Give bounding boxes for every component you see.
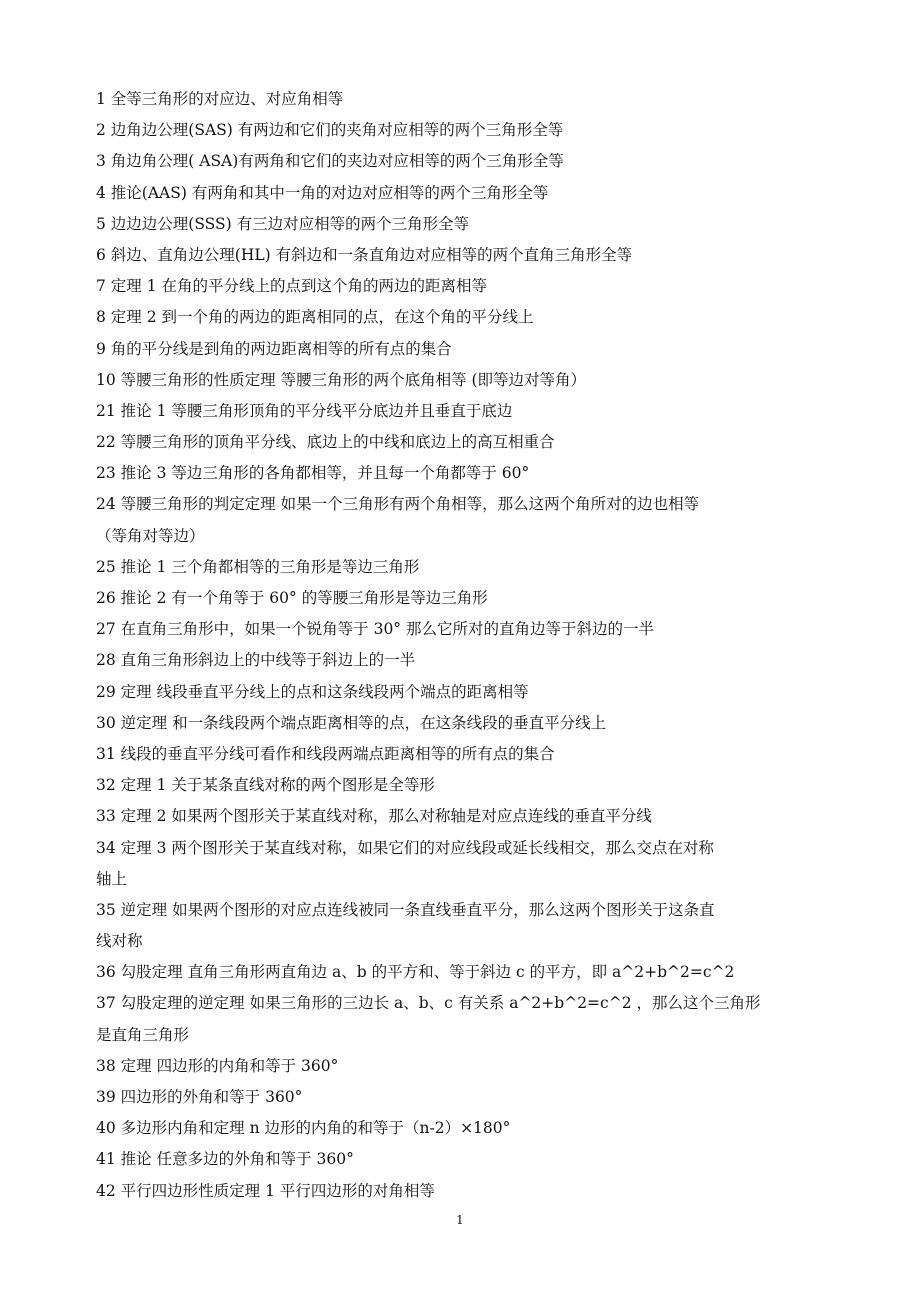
text-line: 42 平行四边形性质定理 1 平行四边形的对角相等 [96,1181,435,1200]
text-line: 38 定理 四边形的内角和等于 360° [96,1056,339,1075]
text-line: 40 多边形内角和定理 n 边形的内角的和等于（n-2）×180° [96,1119,511,1138]
text-line: 7 定理 1 在角的平分线上的点到这个角的两边的距离相等 [96,277,488,296]
text-line: 23 推论 3 等边三角形的各角都相等，并且每一个角都等于 60° [96,464,530,483]
text-line: 28 直角三角形斜边上的中线等于斜边上的一半 [96,651,416,670]
text-line: 2 边角边公理(SAS) 有两边和它们的夹角对应相等的两个三角形全等 [96,121,564,140]
text-line: 30 逆定理 和一条线段两个端点距离相等的点，在这条线段的垂直平分线上 [96,713,607,732]
text-line: 34 定理 3 两个图形关于某直线对称，如果它们的对应线段或延长线相交，那么交点在对称 [96,838,714,857]
text-line: 32 定理 1 关于某条直线对称的两个图形是全等形 [96,776,435,795]
text-line: 33 定理 2 如果两个图形关于某直线对称，那么对称轴是对应点连线的垂直平分线 [96,807,652,826]
theorem-list [96,84,844,1207]
text-line: 9 角的平分线是到角的两边距离相等的所有点的集合 [96,339,452,358]
text-line: 35 逆定理 如果两个图形的对应点连线被同一条直线垂直平分，那么这两个图形关于这条直 [96,900,715,919]
text-line: 41 推论 任意多边的外角和等于 360° [96,1150,354,1169]
text-line: 1 全等三角形的对应边、对应角相等 [96,90,344,108]
text-line: （等角对等边） [96,526,205,545]
text-line: 37 勾股定理的逆定理 如果三角形的三边长 a、b、c 有关系 a^2+b^2=c^2 ，那么这个三角形 [96,994,761,1013]
text-line: 21 推论 1 等腰三角形顶角的平分线平分底边并且垂直于底边 [96,401,513,420]
page-number: 1 [456,1213,464,1227]
text-line: 6 斜边、直角边公理(HL) 有斜边和一条直角边对应相等的两个直角三角形全等 [96,245,633,264]
text-line: 39 四边形的外角和等于 360° [96,1088,303,1106]
text-line: 25 推论 1 三个角都相等的三角形是等边三角形 [96,557,420,576]
text-line: 29 定理 线段垂直平分线上的点和这条线段两个端点的距离相等 [96,682,529,701]
text-line: 线对称 [96,932,143,951]
text-line: 22 等腰三角形的顶角平分线、底边上的中线和底边上的高互相重合 [96,433,555,452]
text-line: 3 角边角公理( ASA)有两角和它们的夹边对应相等的两个三角形全等 [96,152,564,171]
text-line: 10 等腰三角形的性质定理 等腰三角形的两个底角相等 (即等边对等角） [96,370,587,389]
text-line: 5 边边边公理(SSS) 有三边对应相等的两个三角形全等 [96,214,470,233]
text-line: 是直角三角形 [96,1025,190,1044]
text-line: 8 定理 2 到一个角的两边的距离相同的点，在这个角的平分线上 [96,308,534,327]
text-line: 26 推论 2 有一个角等于 60° 的等腰三角形是等边三角形 [96,589,488,607]
text-line: 轴上 [96,869,128,888]
text-line: 36 勾股定理 直角三角形两直角边 a、b 的平方和、等于斜边 c 的平方，即 a^2+b^2=c^2 [96,963,735,982]
text-line: 4 推论(AAS) 有两角和其中一角的对边对应相等的两个三角形全等 [96,183,549,202]
text-line: 24 等腰三角形的判定定理 如果一个三角形有两个角相等，那么这两个角所对的边也相等 [96,495,700,514]
text-line: 27 在直角三角形中，如果一个锐角等于 30° 那么它所对的直角边等于斜边的一半 [96,620,654,639]
text-line: 31 线段的垂直平分线可看作和线段两端点距离相等的所有点的集合 [96,744,555,763]
